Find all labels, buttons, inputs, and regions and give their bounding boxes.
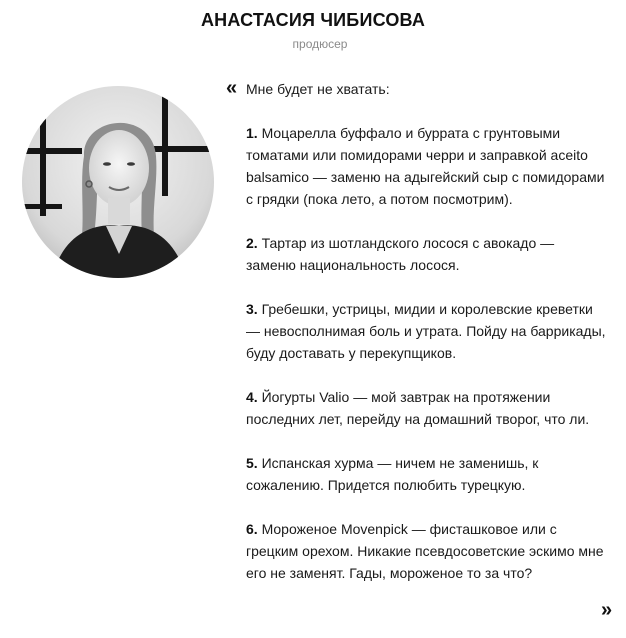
item-text: Моцарелла буффало и буррата с грунтовыми томатами или помидорами черри и заправкой aceito balsamico — заменю на адыгейский сыр с помидорами с грядки (пока лето, а потом посмотрим). — [246, 125, 605, 207]
item-number: 3. — [246, 301, 258, 317]
item-number: 6. — [246, 521, 258, 537]
item-number: 5. — [246, 455, 258, 471]
person-name: АНАСТАСИЯ ЧИБИСОВА — [200, 10, 426, 30]
list-item — [246, 122, 606, 210]
item-number: 4. — [246, 389, 258, 405]
item-text: Испанская хурма — ничем не заменишь, к сожалению. Придется полюбить турецкую. — [246, 455, 539, 493]
list-item — [246, 452, 606, 496]
item-text: Йогурты Valio — мой завтрак на протяжении последних лет, перейду на домашний творог, что ли. — [246, 389, 590, 427]
list-item — [246, 232, 606, 276]
item-number: 2. — [246, 235, 258, 251]
list-item — [246, 386, 606, 430]
item-text: Мороженое Movenpick — фисташковое или с грецким орехом. Никакие псевдосоветские эскимо мне его не заменят. Гады, мороженое то за что? — [246, 521, 604, 581]
quote-close-mark: » — [601, 599, 613, 621]
list-item — [246, 298, 606, 364]
quote-intro: Мне будет не хватать: — [246, 81, 390, 97]
person-role: продюсер — [292, 37, 348, 51]
list-item — [246, 518, 606, 584]
items-list — [246, 122, 606, 606]
quote-open-mark: « — [226, 77, 238, 99]
item-number: 1. — [246, 125, 258, 141]
item-text: Гребешки, устрицы, мидии и королевские креветки — невосполнимая боль и утрата. Пойду на баррикады, буду доставать у перекупщиков. — [246, 301, 606, 361]
item-text: Тартар из шотландского лосося с авокадо — заменю национальность лосося. — [246, 235, 555, 273]
portrait-photo — [22, 86, 214, 278]
